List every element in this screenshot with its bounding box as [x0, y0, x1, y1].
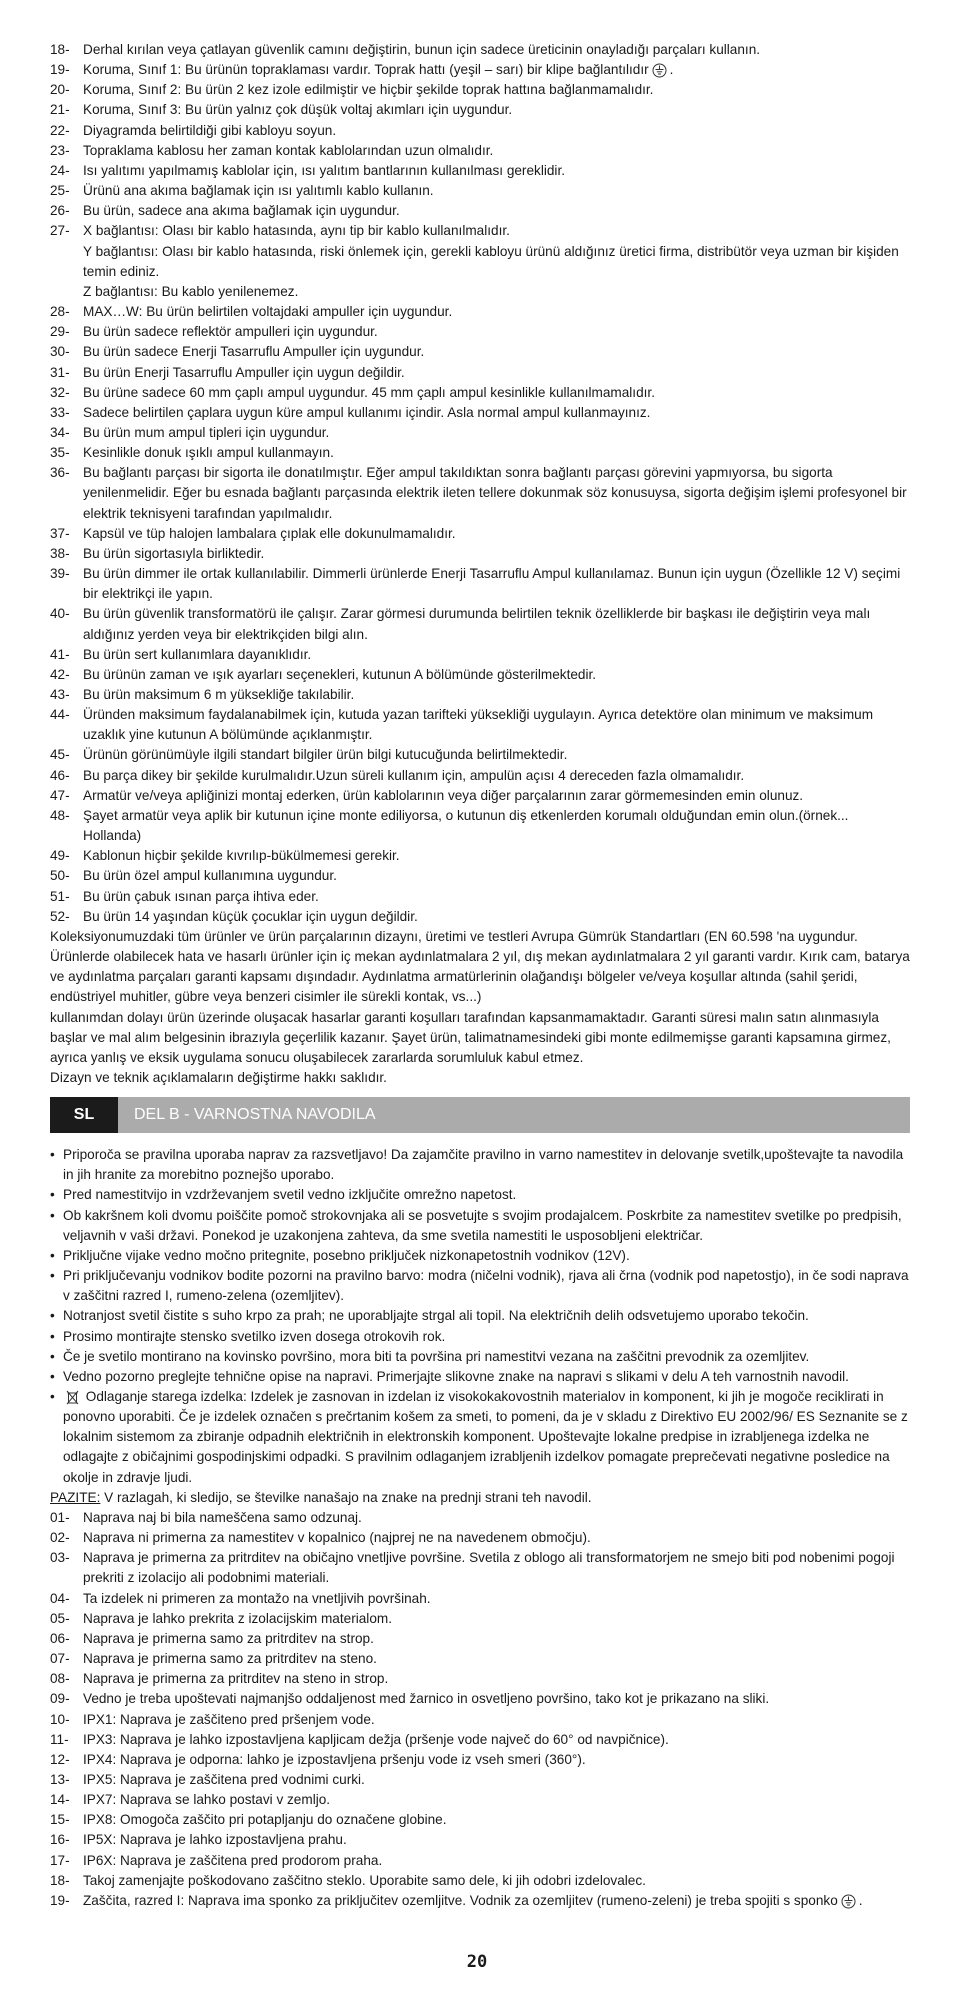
note-line — [50, 1488, 910, 1508]
list-item: 19- Koruma, Sınıf 1: Bu ürünün topraklaması vardır. Toprak hattı (yeşil – sarı) bir klipe bağlantılıdır . — [50, 60, 910, 80]
item-text: Ta izdelek ni primeren za montažo na vnetljivih površinah. — [83, 1590, 431, 1606]
item-text: Naprava je primerna za pritrditev na steno in strop. — [83, 1671, 389, 1687]
item-number: 39- — [50, 566, 70, 582]
item-number: 45- — [50, 747, 70, 763]
list-item — [50, 1609, 910, 1629]
waste-disposal-text: Odlaganje starega izdelka: Izdelek je zasnovan in izdelan iz visokokakovostnih materialov in komponent, ki jih je mogoče reciklirati in ponovno uporabiti. Če je izdelek označen s prečrtanim košem za smeti, to pomeni, da je v skladu z Direktivo EU 2002/96/ ES Seznanite se z lokalnim sistemom za zbiranje odpadnih električnih in elektronskih komponent. Upoštevajte lokalne predpise in izrabljenega izdelka ne odlagajte z običajnimi gospodinjskimi odpadki. S pravilnim odlaganjem izrabljenih izdelkov pomagate preprečevati negativne posledice na okolje in zdravje ljudi. — [63, 1389, 908, 1485]
item-number: 13- — [50, 1771, 70, 1787]
bullet-text: Pred namestitvijo in vzdrževanjem svetil vedno izključite omrežno napetost. — [63, 1187, 517, 1203]
item-text: Bu ürün sigortasıyla birliktedir. — [83, 545, 265, 561]
list-item — [50, 100, 910, 120]
bullet-item — [50, 1145, 910, 1185]
waste-disposal-bullet: • Odlaganje starega izdelka: Izdelek je zasnovan in izdelan iz visokokakovostnih materialov in komponent, ki jih je mogoče reciklirati in ponovno uporabiti. Če je izdelek označen s prečrtanim košem za smeti, to pomeni, da je v skladu z Direktivo EU 2002/96/ ES Seznanite se z lokalnim sistemom za zbiranje odpadnih električnih in elektronskih komponent. Upoštevajte lokalne predpise in izrabljenega izdelka ne odlagajte z običajnimi gospodinjskimi odpadki. S pravilnim odlaganjem izrabljenih izdelkov pomagate preprečevati negativne posledice na okolje in zdravje ljudi. — [50, 1389, 908, 1485]
item-number: 05- — [50, 1610, 70, 1626]
item-text: Bu ürün mum ampul tipleri için uygundur. — [83, 424, 330, 440]
bullet-text: Če je svetilo montirano na kovinsko površino, mora biti ta površina pri namestitvi vezana na zaščitni prevodnik za ozemljitev. — [63, 1348, 810, 1364]
list-item — [50, 786, 910, 806]
page-number: 20 — [466, 1952, 488, 1972]
bullet-dot: • — [50, 1187, 55, 1203]
item-text: Vedno je treba upoštevati najmanjšo oddaljenost med žarnico in osvetljeno površino, tako kot je prikazano na sliki. — [83, 1691, 770, 1707]
list-item — [50, 1770, 910, 1790]
list-item — [50, 423, 910, 443]
bullet-dot: • — [50, 1348, 55, 1364]
item-number: 09- — [50, 1691, 70, 1707]
list-item — [50, 161, 910, 181]
item-text: Naprava je lahko prekrita z izolacijskim materialom. — [83, 1610, 392, 1626]
item-text: Bu ürün sert kullanımlara dayanıklıdır. — [83, 646, 312, 662]
item-number: 10- — [50, 1711, 70, 1727]
item-number: 36- — [50, 465, 70, 481]
item-text: Koruma, Sınıf 2: Bu ürün 2 kez izole edilmiştir ve hiçbir şekilde toprak hattına bağlanmamalıdır. — [83, 82, 654, 98]
item-text: Y bağlantısı: Olası bir kablo hatasında, riski önlemek için, gerekli kabloyu ürünü aldığınız üretici firma, distribütör veya uzman bir kişiden temin ediniz. — [83, 243, 899, 279]
list-item — [50, 342, 910, 362]
item-text: Koruma, Sınıf 1: Bu ürünün topraklaması vardır. Toprak hattı (yeşil – sarı) bir klipe bağlantılıdır — [83, 62, 649, 78]
item-number: 07- — [50, 1651, 70, 1667]
list-item — [50, 524, 910, 544]
list-item — [50, 363, 910, 383]
item-number: 14- — [50, 1792, 70, 1808]
list-item — [50, 907, 910, 927]
list-item — [50, 1871, 910, 1891]
item-text: Sadece belirtilen çaplara uygun küre ampul kullanımı içindir. Asla normal ampul kullanmayınız. — [83, 404, 651, 420]
item-text: Bu ürün, sadece ana akıma bağlamak için uygundur. — [83, 203, 400, 219]
item-text: Bu ürün 14 yaşından küçük çocuklar için uygun değildir. — [83, 908, 418, 924]
item-number: 18- — [50, 1872, 70, 1888]
list-item — [50, 1508, 910, 1528]
bullet-dot: • — [50, 1308, 55, 1324]
item-text: Ürünün görünümüyle ilgili standart bilgiler ürün bilgi kutucuğunda belirtilmektedir. — [83, 747, 568, 763]
bullet-item — [50, 1306, 910, 1326]
turkish-safety-list — [50, 40, 910, 927]
item-text: Naprava naj bi bila nameščena samo odzunaj. — [83, 1509, 362, 1525]
item-number: 44- — [50, 707, 70, 723]
item-text: Bu bağlantı parçası bir sigorta ile donatılmıştır. Eğer ampul takıldıktan sonra bağlantı parçası görevini yapmıyorsa, bu sigorta yenilenmelidir. Eğer bu esnada bağlantı parçasında elektrik ileten tellere dokunmak söz konusuysa, sigorta değişim işlemi profesyonel bir elektrik teknisyeni tarafından yapılmalıdır. — [83, 465, 907, 521]
list-item — [50, 1649, 910, 1669]
section-banner — [50, 1097, 910, 1133]
item-text: Derhal kırılan veya çatlayan güvenlik camını değiştirin, bunun için sadece üreticinin onayladığı parçaları kullanın. — [83, 42, 761, 57]
list-item — [50, 1851, 910, 1871]
list-item — [50, 1750, 910, 1770]
item-text: Bu ürün sadece reflektör ampulleri için uygundur. — [83, 324, 378, 340]
list-item — [50, 1528, 910, 1548]
item-text: IPX5: Naprava je zaščitena pred vodnimi curki. — [83, 1771, 365, 1787]
item-number: 29- — [50, 324, 70, 340]
item-number: 08- — [50, 1671, 70, 1687]
list-item — [50, 201, 910, 221]
list-item — [50, 1830, 910, 1850]
item-number: 30- — [50, 344, 70, 360]
item-number: 41- — [50, 646, 70, 662]
item-number: 20- — [50, 82, 70, 98]
bullet-dot: • — [50, 1268, 55, 1284]
list-item — [50, 121, 910, 141]
item-text: Naprava ni primerna za namestitev v kopalnico (najprej ne na navedenem območju). — [83, 1530, 591, 1546]
warranty-paragraph-2: kullanımdan dolayı ürün üzerinde oluşacak hasarlar garanti koşulları tarafından kapsanmamaktadır. Garanti süresi malın satın alınmasıyla başlar ve mal alım belgesinin ibrazıyla geçerlilik kazanır. Şayet ürün, talimatnamesindeki gibi monte edilmemişse garanti kapsamına girmez, ayrıca yanlış ve eksik uygulama sonucu oluşabilecek zararlarda sorumluluk kabul etmez. — [50, 1009, 891, 1065]
list-item — [50, 685, 910, 705]
ground-symbol-icon — [841, 1894, 856, 1909]
list-item — [50, 383, 910, 403]
bullet-dot: • — [50, 1247, 55, 1263]
list-item — [50, 745, 910, 765]
item-number: 18- — [50, 42, 70, 57]
item-number: 03- — [50, 1550, 70, 1566]
item-text: Naprava je primerna za pritrditev na običajno vnetljive površine. Svetila z oblogo ali transformatorjem ne smejo biti pod nobenimi pogoji prekriti z izolacijo ali podobnimi materiali. — [83, 1550, 895, 1586]
item-text: Üründen maksimum faydalanabilmek için, kutuda yazan tarifteki yüksekliği uygulayın. Ayrıca detektöre olan minimum ve maksimum uzaklık yine kutunun A bölümünde açıklanmıştır. — [83, 707, 874, 743]
list-item — [50, 564, 910, 604]
item-text: Ürünü ana akıma bağlamak için ısı yalıtımlı kablo kullanın. — [83, 183, 434, 199]
item-text: Kesinlikle donuk ışıklı ampul kullanmayın. — [83, 445, 334, 461]
item-number: 37- — [50, 525, 70, 541]
bullet-item — [50, 1185, 910, 1205]
item-number: 34- — [50, 424, 70, 440]
bullet-item — [50, 1266, 910, 1306]
item-number: 49- — [50, 848, 70, 864]
list-item — [50, 221, 910, 302]
document-page — [50, 40, 910, 1911]
item-text: Şayet armatür veya aplik bir kutunun içine monte ediliyorsa, o kutunun diş etkenlerden korumalı olduğundan emin olun.(örnek... Hollanda) — [83, 807, 849, 844]
item-text: Topraklama kablosu her zaman kontak kablolarından uzun olmalıdır. — [83, 142, 494, 158]
list-item: 19- Zaščita, razred I: Naprava ima sponko za priključitev ozemljitve. Vodnik za ozemljitev (rumeno-zeleni) je treba spojiti s sponko . — [50, 1891, 910, 1911]
item-text: Takoj zamenjajte poškodovano zaščitno steklo. Uporabite samo dele, ki jih odobri izdelovalec. — [83, 1872, 646, 1888]
list-item — [50, 1790, 910, 1810]
list-item — [50, 705, 910, 745]
list-item — [50, 1669, 910, 1689]
slovenian-bullet-list — [50, 1145, 910, 1387]
list-item — [50, 322, 910, 342]
list-item — [50, 806, 910, 846]
bullet-dot: • — [50, 1368, 55, 1384]
list-item — [50, 181, 910, 201]
item-text: IP5X: Naprava je lahko izpostavljena prahu. — [83, 1832, 347, 1848]
note-label: PAZITE: — [50, 1489, 101, 1505]
warranty-paragraph: Koleksiyonumuzdaki tüm ürünler ve ürün parçalarının dizaynı, üretimi ve testleri Avrupa Gümrük Standartları (EN 60.598 'na uygundur. Ürünlerde olabilecek hata ve hasarlı ürünler için iç mekan aydınlatmalara 2 yıl, dış mekan aydınlatmalara 2 yıl garanti vardır. Kırık cam, batarya ve aydınlatma parçaları garanti kapsamı dışındadır. Aydınlatma armatürlerinin olağandışı bölgeler ve/veya koşullar altında (sahil şeridi, endüstriyel muhitler, gübre veya benzeri cisimler ile sürekli kontak, vs...) — [50, 928, 910, 1005]
bullet-text: Priporoča se pravilna uporaba naprav za razsvetljavo! Da zajamčite pravilno in varno namestitev in delovanje svetilk,upoštevajte ta navodila in jih hranite za morebitno poznejšo uporabo. — [63, 1147, 904, 1183]
item-number: 38- — [50, 545, 70, 561]
item-text: Kablonun hiçbir şekilde kıvrılıp-bükülmemesi gerekir. — [83, 848, 400, 864]
item-number: 50- — [50, 868, 70, 884]
item-number: 23- — [50, 142, 70, 158]
list-item — [50, 766, 910, 786]
design-rights-note: Dizayn ve teknik açıklamaların değiştirme hakkı saklıdır. — [50, 1069, 387, 1085]
item-text: Bu parça dikey bir şekilde kurulmalıdır.Uzun süreli kullanım için, ampulün açısı 4 dereceden fazla olmamalıdır. — [83, 767, 745, 783]
item-number: 24- — [50, 162, 70, 178]
list-item — [50, 403, 910, 423]
item-text: IP6X: Naprava je zaščitena pred prodorom praha. — [83, 1852, 383, 1868]
note-text: V razlagah, ki sledijo, se številke nanašajo na znake na prednji strani teh navodil. — [100, 1489, 592, 1505]
bullet-text: Ob kakršnem koli dvomu poiščite pomoč strokovnjaka ali se posvetujte s svojim prodajalcem. Poskrbite za namestitev svetilke po predpisih, veljavnih v vaši državi. Ponekod je uzakonjena zahteva, da sme svetila namestiti le usposobljeni električar. — [63, 1207, 902, 1243]
bullet-text: Prosimo montirajte stensko svetilko izven dosega otrokovih rok. — [63, 1328, 446, 1344]
section-title: DEL B - VARNOSTNA NAVODILA — [134, 1106, 376, 1124]
item-text: Naprava je primerna samo za pritrditev na steno. — [83, 1651, 377, 1667]
item-text: Bu ürün maksimum 6 m yüksekliğe takılabilir. — [83, 687, 355, 702]
item-number: 19- — [50, 62, 70, 78]
item-number: 02- — [50, 1530, 70, 1546]
item-text: Kapsül ve tüp halojen lambalara çıplak elle dokunulmamalıdır. — [83, 525, 456, 541]
item-text: Bu ürün Enerji Tasarruflu Ampuller için uygun değildir. — [83, 364, 405, 380]
item-text: MAX…W: Bu ürün belirtilen voltajdaki ampuller için uygundur. — [83, 304, 453, 320]
list-item — [50, 1548, 910, 1588]
list-item — [50, 40, 910, 60]
list-item — [50, 1810, 910, 1830]
item-number: 15- — [50, 1812, 70, 1828]
list-item — [50, 1689, 910, 1709]
item-number: 51- — [50, 888, 70, 904]
item-number: 11- — [50, 1731, 69, 1747]
item-text: Z bağlantısı: Bu kablo yenilenemez. — [83, 283, 299, 299]
item-number: 31- — [50, 364, 70, 380]
item-text: Bu ürün çabuk ısınan parça ihtiva eder. — [83, 888, 319, 904]
bullet-dot: • — [50, 1207, 55, 1223]
item-number: 16- — [50, 1832, 70, 1848]
list-item — [50, 443, 910, 463]
item-text: IPX8: Omogoča zaščito pri potapljanju do označene globine. — [83, 1812, 447, 1828]
item-number: 32- — [50, 384, 70, 400]
item-text: X bağlantısı: Olası bir kablo hatasında, aynı tip bir kablo kullanılmalıdır. — [83, 223, 510, 239]
item-text: Bu ürüne sadece 60 mm çaplı ampul uygundur. 45 mm çaplı ampul kesinlikle kullanılmamalıdır. — [83, 384, 655, 400]
list-item — [50, 141, 910, 161]
item-text: Naprava je primerna samo za pritrditev na strop. — [83, 1630, 374, 1646]
item-text: IPX1: Naprava je zaščiteno pred pršenjem vode. — [83, 1711, 375, 1727]
item-number: 25- — [50, 183, 70, 199]
item-number: 35- — [50, 445, 70, 461]
list-item — [50, 1710, 910, 1730]
item-number: 19- — [50, 1892, 70, 1908]
list-item — [50, 1629, 910, 1649]
item-number: 28- — [50, 304, 70, 320]
item-number: 40- — [50, 606, 70, 622]
item-number: 04- — [50, 1590, 70, 1606]
list-item — [50, 544, 910, 564]
item-text: Zaščita, razred I: Naprava ima sponko za priključitev ozemljitve. Vodnik za ozemljitev (rumeno-zeleni) je treba spojiti s sponko — [83, 1892, 838, 1908]
list-item — [50, 1589, 910, 1609]
item-number: 06- — [50, 1630, 70, 1646]
item-number: 42- — [50, 666, 70, 682]
item-number: 27- — [50, 223, 70, 239]
item-number: 26- — [50, 203, 70, 219]
bullet-item — [50, 1367, 910, 1387]
bullet-item — [50, 1206, 910, 1246]
list-item — [50, 302, 910, 322]
item-text: Armatür ve/veya apliğinizi montaj ederken, ürün kablolarının veya diğer parçalarının zarar görmemesinden emin olunuz. — [83, 787, 804, 803]
bullet-text: Pri priključevanju vodnikov bodite pozorni na pravilno barvo: modra (ničelni vodnik), rjava ali črna (vodnik pod napetostjo), in če sodi naprava v zaščitni razred I, rumeno-zelena (ozemljitev). — [63, 1268, 909, 1304]
crossed-bin-icon — [66, 1390, 79, 1405]
item-text: Isı yalıtımı yapılmamış kablolar için, ısı yalıtım bantlarının kullanılması gereklidir. — [83, 162, 565, 178]
item-number: 01- — [50, 1509, 70, 1525]
bullet-item — [50, 1246, 910, 1266]
bullet-text: Notranjost svetil čistite s suho krpo za prah; ne uporabljajte strgal ali topil. Na električnih delih odsvetujemo uporabo tekočin. — [63, 1308, 809, 1324]
item-number: 52- — [50, 908, 70, 924]
bullet-dot: • — [50, 1328, 55, 1344]
bullet-dot: • — [50, 1147, 55, 1163]
item-text: IPX3: Naprava je lahko izpostavljena kapljicam dežja (pršenje vode največ do 60° od navpičnice). — [83, 1731, 669, 1747]
item-number: 21- — [50, 102, 70, 118]
item-text: Diyagramda belirtildiği gibi kabloyu soyun. — [83, 122, 337, 138]
list-item — [50, 887, 910, 907]
item-text: Bu ürün sadece Enerji Tasarruflu Ampuller için uygundur. — [83, 344, 425, 360]
bullet-text: Priključne vijake vedno močno pritegnite, posebno priključek nizkonapetostnih vodnikov (12V). — [63, 1247, 630, 1263]
ground-symbol-icon — [652, 63, 667, 78]
item-number: 33- — [50, 404, 70, 420]
item-number: 48- — [50, 807, 70, 823]
item-number: 43- — [50, 687, 70, 702]
slovenian-numbered-list — [50, 1508, 910, 1911]
language-code: SL — [50, 1097, 118, 1133]
item-text: Bu ürün güvenlik transformatörü ile çalışır. Zarar görmesi durumunda belirtilen teknik özelliklerde bir başkası ile değiştirin veya malı aldığınız yerden veya bir elektrikçiden bilgi alın. — [83, 606, 871, 642]
list-item — [50, 665, 910, 685]
item-number: 46- — [50, 767, 70, 783]
item-number: 12- — [50, 1751, 70, 1767]
item-number: 22- — [50, 122, 70, 138]
bullet-item — [50, 1327, 910, 1347]
list-item — [50, 1730, 910, 1750]
item-text: Bu ürün özel ampul kullanımına uygundur. — [83, 868, 337, 884]
item-number: 47- — [50, 787, 70, 803]
list-item — [50, 604, 910, 644]
list-item — [50, 463, 910, 523]
list-item — [50, 645, 910, 665]
list-item — [50, 846, 910, 866]
item-text: IPX4: Naprava je odporna: lahko je izpostavljena pršenju vode iz vseh smeri (360°). — [83, 1751, 586, 1767]
list-item — [50, 866, 910, 886]
item-text: IPX7: Naprava se lahko postavi v zemljo. — [83, 1792, 331, 1808]
item-text: Bu ürünün zaman ve ışık ayarları seçenekleri, kutunun A bölümünde gösterilmektedir. — [83, 666, 597, 682]
item-number: 17- — [50, 1852, 70, 1868]
list-item — [50, 80, 910, 100]
item-text: Bu ürün dimmer ile ortak kullanılabilir. Dimmerli ürünlerde Enerji Tasarruflu Ampul kullanılamaz. Bunun için uygun (Özellikle 12 V) seçimi bir elektrikçi ile yapın. — [83, 566, 901, 602]
bullet-item — [50, 1347, 910, 1367]
bullet-text: Vedno pozorno preglejte tehnične opise na napravi. Primerjajte slikovne znake na napravi s slikami v delu A teh varnostnih navodil. — [63, 1368, 849, 1384]
item-text: Koruma, Sınıf 3: Bu ürün yalnız çok düşük voltaj akımları için uygundur. — [83, 102, 513, 118]
